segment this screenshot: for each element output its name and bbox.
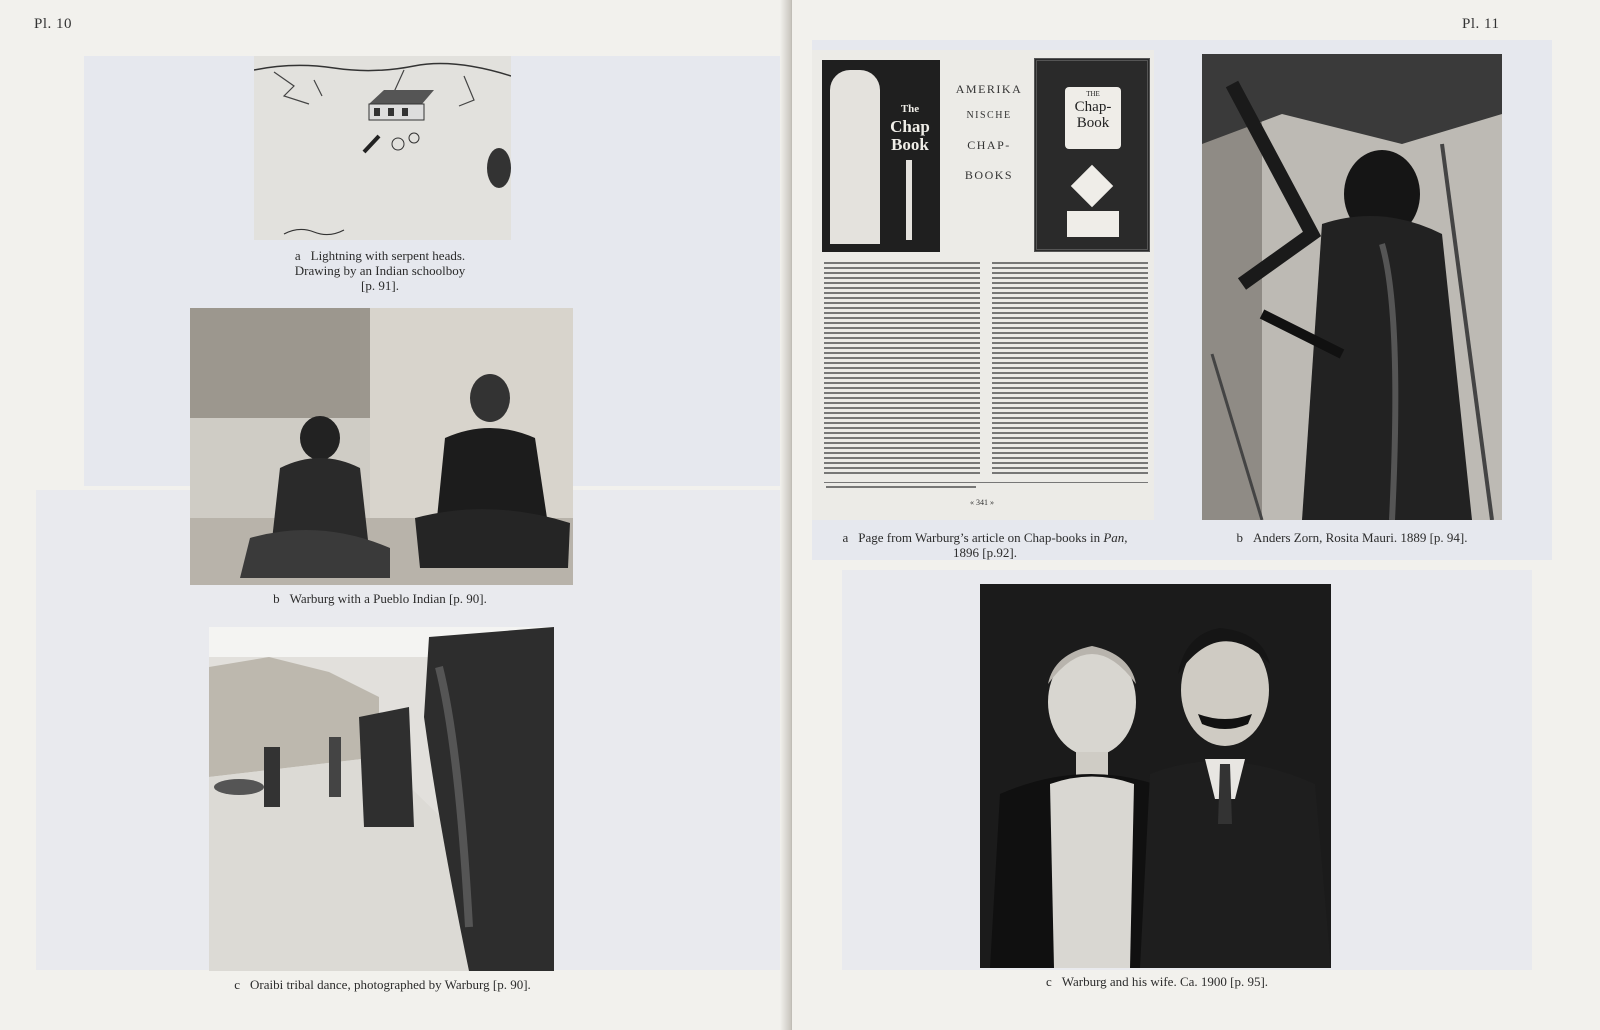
figure-a-article-page xyxy=(812,50,1154,520)
cover-title-line: Chap xyxy=(890,117,930,136)
right-page xyxy=(792,0,1600,1030)
figure-letter: a xyxy=(294,248,301,263)
plate-number: Pl. 11 xyxy=(1462,16,1500,32)
photo-warburg-pueblo-icon xyxy=(190,308,573,585)
cover-title-line: THE xyxy=(1086,90,1100,98)
figure-a-caption xyxy=(810,530,1160,560)
etching-rosita-mauri-icon xyxy=(1202,54,1502,520)
figure-a-drawing xyxy=(254,56,511,240)
figure-b-caption xyxy=(1197,530,1507,545)
cover-title xyxy=(882,100,938,154)
figure-c-caption xyxy=(982,974,1332,989)
caption-text: Page from Warburg’s article on Chap-books in xyxy=(858,530,1104,545)
article-title-word: AMERIKA xyxy=(955,82,1023,96)
article-column-right xyxy=(992,262,1148,474)
figure-letter: b xyxy=(273,591,280,606)
caption-text: [p. 91]. xyxy=(361,278,399,293)
caption-text: Lightning with serpent heads. xyxy=(310,248,466,263)
lightning-drawing-icon xyxy=(254,56,511,240)
portrait-warburg-wife-icon xyxy=(980,584,1331,968)
footnote-rule xyxy=(824,482,1148,483)
cover-emblem xyxy=(1071,165,1113,207)
caption-text: Drawing by an Indian schoolboy xyxy=(294,263,466,278)
caption-text: Warburg and his wife. Ca. 1900 [p. 95]. xyxy=(1061,974,1269,989)
cover-title-line: Book xyxy=(1076,115,1110,131)
left-page xyxy=(0,0,790,1030)
figure-letter: c xyxy=(234,977,240,992)
figure-b-photo xyxy=(190,308,573,585)
caption-italic: Pan xyxy=(1103,530,1125,545)
chap-book-cover-left xyxy=(822,60,940,252)
figure-b-etching xyxy=(1202,54,1502,520)
page-footer: « 341 » xyxy=(970,498,994,507)
photo-oraibi-dance-icon xyxy=(209,627,554,971)
figure-b-caption xyxy=(200,591,560,606)
article-column-left xyxy=(824,262,980,474)
caption-text: Oraibi tribal dance, photographed by Warburg [p. 90]. xyxy=(249,977,531,992)
cover-title-line: Chap- xyxy=(1074,99,1112,115)
cover-title-panel xyxy=(1065,87,1121,149)
article-title-word: CHAP- xyxy=(967,138,1011,152)
cover-stem xyxy=(906,160,912,240)
footnote-text xyxy=(826,486,976,491)
cover-imprint xyxy=(1067,211,1119,237)
article-title-word: BOOKS xyxy=(964,168,1014,182)
cover-title-line: Book xyxy=(891,135,929,154)
figure-letter: c xyxy=(1045,974,1052,989)
chap-book-cover-right xyxy=(1034,58,1150,252)
figure-a-caption xyxy=(230,248,530,293)
figure-c-caption xyxy=(190,977,575,992)
cover-title-line: The xyxy=(900,103,920,115)
caption-text: Warburg with a Pueblo Indian [p. 90]. xyxy=(289,591,487,606)
figure-c-portrait xyxy=(980,584,1331,968)
plate-number: Pl. 10 xyxy=(34,16,73,32)
cover-figure xyxy=(830,70,880,244)
caption-text: , xyxy=(1124,530,1128,545)
caption-text: 1896 [p.92]. xyxy=(953,545,1017,560)
figure-c-photo xyxy=(209,627,554,971)
figure-letter: b xyxy=(1236,530,1244,545)
caption-text: Anders Zorn, Rosita Mauri. 1889 [p. 94]. xyxy=(1253,530,1468,545)
figure-letter: a xyxy=(842,530,849,545)
article-title-word: NISCHE xyxy=(966,110,1012,121)
